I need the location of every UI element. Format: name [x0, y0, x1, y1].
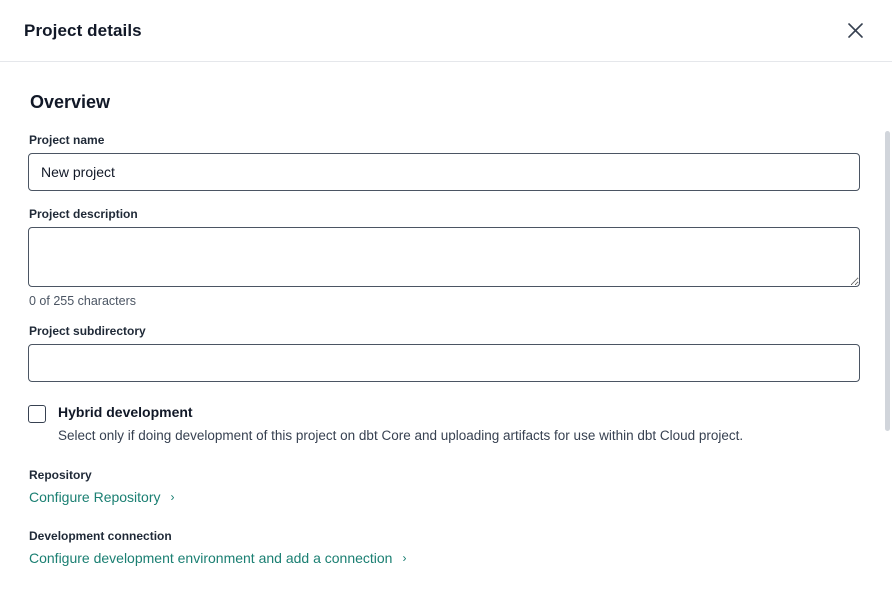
configure-repository-link[interactable] — [29, 489, 175, 505]
scrollbar-thumb[interactable] — [885, 131, 890, 431]
project-description-label: Project description — [29, 207, 138, 221]
hybrid-development-title: Hybrid development — [58, 404, 193, 420]
project-subdirectory-field — [28, 324, 860, 382]
overview-heading: Overview — [30, 92, 111, 112]
project-name-input[interactable] — [28, 153, 860, 191]
hybrid-development-texts — [58, 402, 743, 446]
project-subdirectory-input[interactable] — [28, 344, 860, 382]
configure-development-connection-link[interactable] — [29, 550, 406, 566]
modal-body — [0, 62, 892, 608]
development-connection-label: Development connection — [29, 528, 172, 543]
project-description-textarea[interactable] — [28, 227, 860, 287]
hybrid-development-checkbox[interactable] — [28, 405, 46, 423]
hybrid-development-description: Select only if doing development of this project on dbt Core and uploading artifacts for use within dbt Cloud project. — [58, 428, 744, 444]
hybrid-development-row[interactable] — [28, 402, 860, 446]
chevron-right-icon: › — [402, 550, 407, 565]
configure-development-connection-link-text: Configure development environment and add a connection — [29, 549, 393, 566]
scrollbar-track[interactable] — [885, 63, 891, 569]
project-description-field — [28, 207, 860, 308]
project-name-field — [28, 133, 860, 191]
close-icon[interactable] — [840, 16, 870, 46]
repository-group — [28, 468, 860, 507]
project-name-label: Project name — [29, 133, 105, 147]
development-connection-group — [28, 529, 860, 568]
project-subdirectory-label: Project subdirectory — [29, 324, 146, 338]
repository-label: Repository — [29, 467, 92, 482]
chevron-right-icon: › — [170, 489, 175, 504]
project-description-counter: 0 of 255 characters — [29, 294, 137, 308]
modal-header — [0, 0, 892, 62]
configure-repository-link-text: Configure Repository — [29, 488, 161, 505]
page-title: Project details — [24, 20, 142, 40]
